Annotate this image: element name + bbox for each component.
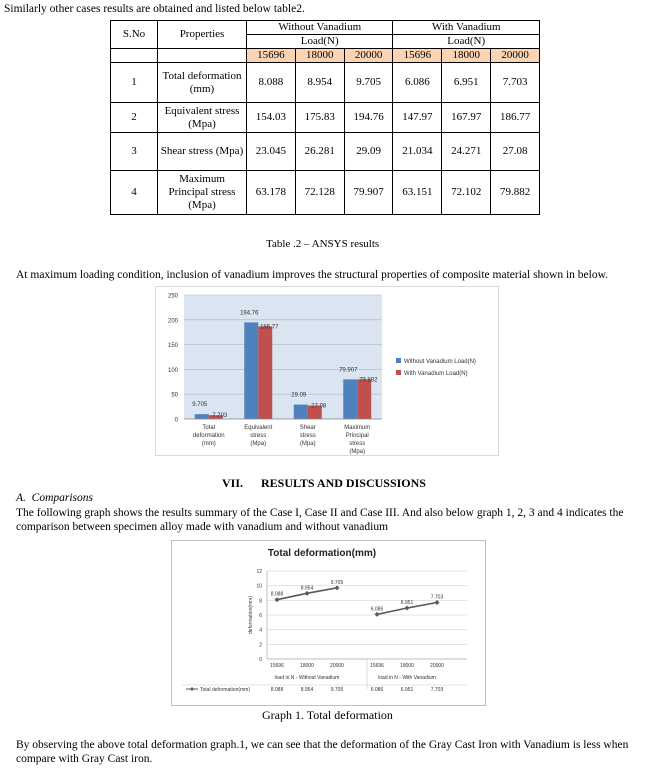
- x-group-label: load in N - With Vanadium: [378, 675, 436, 681]
- data-table-value: 6.951: [400, 687, 414, 693]
- row-sno: 3: [111, 133, 158, 171]
- row-value: 63.178: [247, 171, 296, 215]
- data-point: [275, 597, 280, 602]
- row-sno: 2: [111, 103, 158, 133]
- data-table-value: 8.954: [300, 687, 314, 693]
- data-point: [435, 600, 440, 605]
- row-property: Maximum Principal stress (Mpa): [158, 171, 247, 215]
- data-label: 29.09: [291, 392, 307, 399]
- x-tick-label: deformation: [192, 433, 225, 439]
- row-value: 167.97: [442, 103, 491, 133]
- table-caption: Table .2 – ANSYS results: [266, 238, 380, 250]
- data-point: [305, 591, 310, 596]
- paragraph-3: By observing the above total deformation graph.1, we can see that the deformation of the Gray Cast Iron with Vanadium is less when compare with Gray Cast iron.: [16, 739, 629, 765]
- data-table-value: 6.086: [370, 687, 384, 693]
- x-tick-label: Total: [202, 425, 216, 431]
- data-point: [405, 606, 410, 611]
- row-value: 7.703: [491, 63, 540, 103]
- x-tick-label: 18000: [300, 663, 314, 669]
- header-with-vanadium: With Vanadium: [393, 21, 540, 35]
- data-label: 6.086: [370, 606, 384, 613]
- line-chart: [171, 540, 486, 706]
- row-value: 23.045: [247, 133, 296, 171]
- row-value: 186.77: [491, 103, 540, 133]
- x-tick-label: Principal: [345, 433, 369, 439]
- data-label: 186.77: [260, 324, 279, 331]
- load-cell: 15696: [247, 49, 296, 63]
- data-label: 8.954: [300, 585, 314, 592]
- load-cell: 18000: [295, 49, 344, 63]
- y-tick-label: 150: [167, 343, 178, 350]
- row-value: 8.954: [295, 63, 344, 103]
- data-label: 7.703: [430, 594, 444, 601]
- x-tick-label: 15696: [370, 663, 384, 669]
- row-value: 21.034: [393, 133, 442, 171]
- y-tick-label: 0: [259, 657, 262, 663]
- data-label: 79.882: [359, 377, 378, 384]
- y-tick-label: 12: [256, 569, 262, 575]
- row-sno: 4: [111, 171, 158, 215]
- row-value: 154.03: [247, 103, 296, 133]
- y-tick-label: 100: [167, 367, 178, 374]
- data-label: 27.08: [311, 403, 327, 410]
- legend-swatch: [396, 358, 401, 363]
- y-tick-label: 2: [259, 642, 262, 649]
- data-label: 6.951: [400, 600, 414, 607]
- x-tick-label: (mm): [201, 441, 216, 447]
- legend-label: Total deformation(mm): [200, 687, 251, 693]
- results-table: [110, 20, 540, 215]
- row-value: 79.907: [344, 171, 393, 215]
- bar: [195, 414, 209, 419]
- load-label-without: Load(N): [247, 35, 393, 49]
- bar: [343, 379, 357, 419]
- x-tick-label: Maximum: [344, 425, 371, 431]
- row-value: 27.08: [491, 133, 540, 171]
- row-property: Total deformation (mm): [158, 63, 247, 103]
- data-table-value: 8.088: [270, 687, 284, 693]
- chart-title: Total deformation(mm): [267, 548, 377, 559]
- data-label: 9.705: [192, 402, 208, 409]
- x-tick-label: Equivalent: [244, 425, 273, 431]
- row-value: 6.086: [393, 63, 442, 103]
- y-tick-label: 10: [256, 583, 262, 590]
- legend-marker: [190, 687, 194, 691]
- x-tick-label: Shear: [299, 425, 316, 431]
- x-tick-label: stress: [250, 433, 267, 439]
- header-sno: S.No: [111, 21, 158, 49]
- x-tick-label: (Mpa): [299, 441, 316, 447]
- bar: [244, 322, 258, 419]
- row-value: 6.951: [442, 63, 491, 103]
- x-tick-label: 18000: [400, 663, 414, 669]
- load-cell: 20000: [344, 49, 393, 63]
- row-sno: 1: [111, 63, 158, 103]
- data-label: 8.088: [270, 591, 284, 598]
- load-cell: 20000: [491, 49, 540, 63]
- row-value: 194.76: [344, 103, 393, 133]
- y-tick-label: 8: [259, 598, 262, 605]
- x-tick-label: (Mpa): [250, 441, 267, 447]
- y-tick-label: 250: [167, 293, 178, 300]
- y-axis-label: deformation(mm): [248, 595, 254, 635]
- row-property: Shear stress (Mpa): [158, 133, 247, 171]
- y-tick-label: 200: [167, 318, 178, 325]
- data-table-value: 7.703: [430, 687, 444, 693]
- x-tick-label: 15696: [270, 663, 284, 669]
- row-property: Equivalent stress (Mpa): [158, 103, 247, 133]
- row-value: 24.271: [442, 133, 491, 171]
- load-label-with: Load(N): [393, 35, 540, 49]
- row-value: 175.83: [295, 103, 344, 133]
- data-label: 194.76: [240, 310, 259, 317]
- load-cell: 15696: [393, 49, 442, 63]
- row-value: 79.882: [491, 171, 540, 215]
- row-value: 72.102: [442, 171, 491, 215]
- data-table-value: 9.705: [330, 687, 344, 693]
- subsection-title: A. Comparisons: [16, 492, 93, 504]
- x-tick-label: stress: [349, 441, 366, 447]
- y-tick-label: 50: [171, 392, 178, 399]
- row-value: 147.97: [393, 103, 442, 133]
- row-value: 63.151: [393, 171, 442, 215]
- section-title: VII. RESULTS AND DISCUSSIONS: [222, 476, 426, 490]
- row-value: 9.705: [344, 63, 393, 103]
- bar: [258, 326, 272, 419]
- y-tick-label: 6: [259, 613, 262, 619]
- data-label: 7.703: [212, 413, 228, 420]
- intro-text: Similarly other cases results are obtained and listed below table2.: [4, 3, 305, 15]
- x-tick-label: stress: [299, 433, 316, 439]
- bar: [294, 405, 308, 419]
- bar-chart: [155, 286, 499, 456]
- y-tick-label: 4: [259, 627, 262, 634]
- data-label: 79.907: [339, 367, 358, 374]
- row-value: 29.09: [344, 133, 393, 171]
- data-point: [335, 585, 340, 590]
- bar: [357, 379, 371, 419]
- data-label: 9.705: [330, 579, 344, 586]
- data-point: [375, 612, 380, 617]
- load-cell: 18000: [442, 49, 491, 63]
- bar-chart-svg: [156, 287, 498, 455]
- row-value: 8.088: [247, 63, 296, 103]
- graph-caption: Graph 1. Total deformation: [262, 708, 393, 722]
- x-tick-label: 20000: [430, 663, 444, 669]
- legend-swatch: [396, 370, 401, 375]
- paragraph-1: At maximum loading condition, inclusion of vanadium improves the structural properties of composite material shown in below.: [16, 269, 609, 281]
- legend-label: With Vanadium Load(N): [404, 371, 468, 377]
- row-value: 26.281: [295, 133, 344, 171]
- paragraph-2: The following graph shows the results summary of the Case I, Case II and Case III. And also below graph 1, 2, 3 and 4 indicates the comparison between specimen alloy made with vanadium and without vanadium: [16, 507, 624, 533]
- x-group-label: load in N - Without Vanadium: [274, 675, 340, 681]
- header-properties: Properties: [158, 21, 247, 49]
- header-without-vanadium: Without Vanadium: [247, 21, 393, 35]
- row-value: 72.128: [295, 171, 344, 215]
- x-tick-label: 20000: [330, 663, 344, 669]
- y-tick-label: 0: [174, 417, 178, 424]
- legend-label: Without Vanadium Load(N): [404, 359, 476, 365]
- line-chart-svg: [172, 541, 485, 705]
- x-tick-label: (Mpa): [349, 449, 366, 455]
